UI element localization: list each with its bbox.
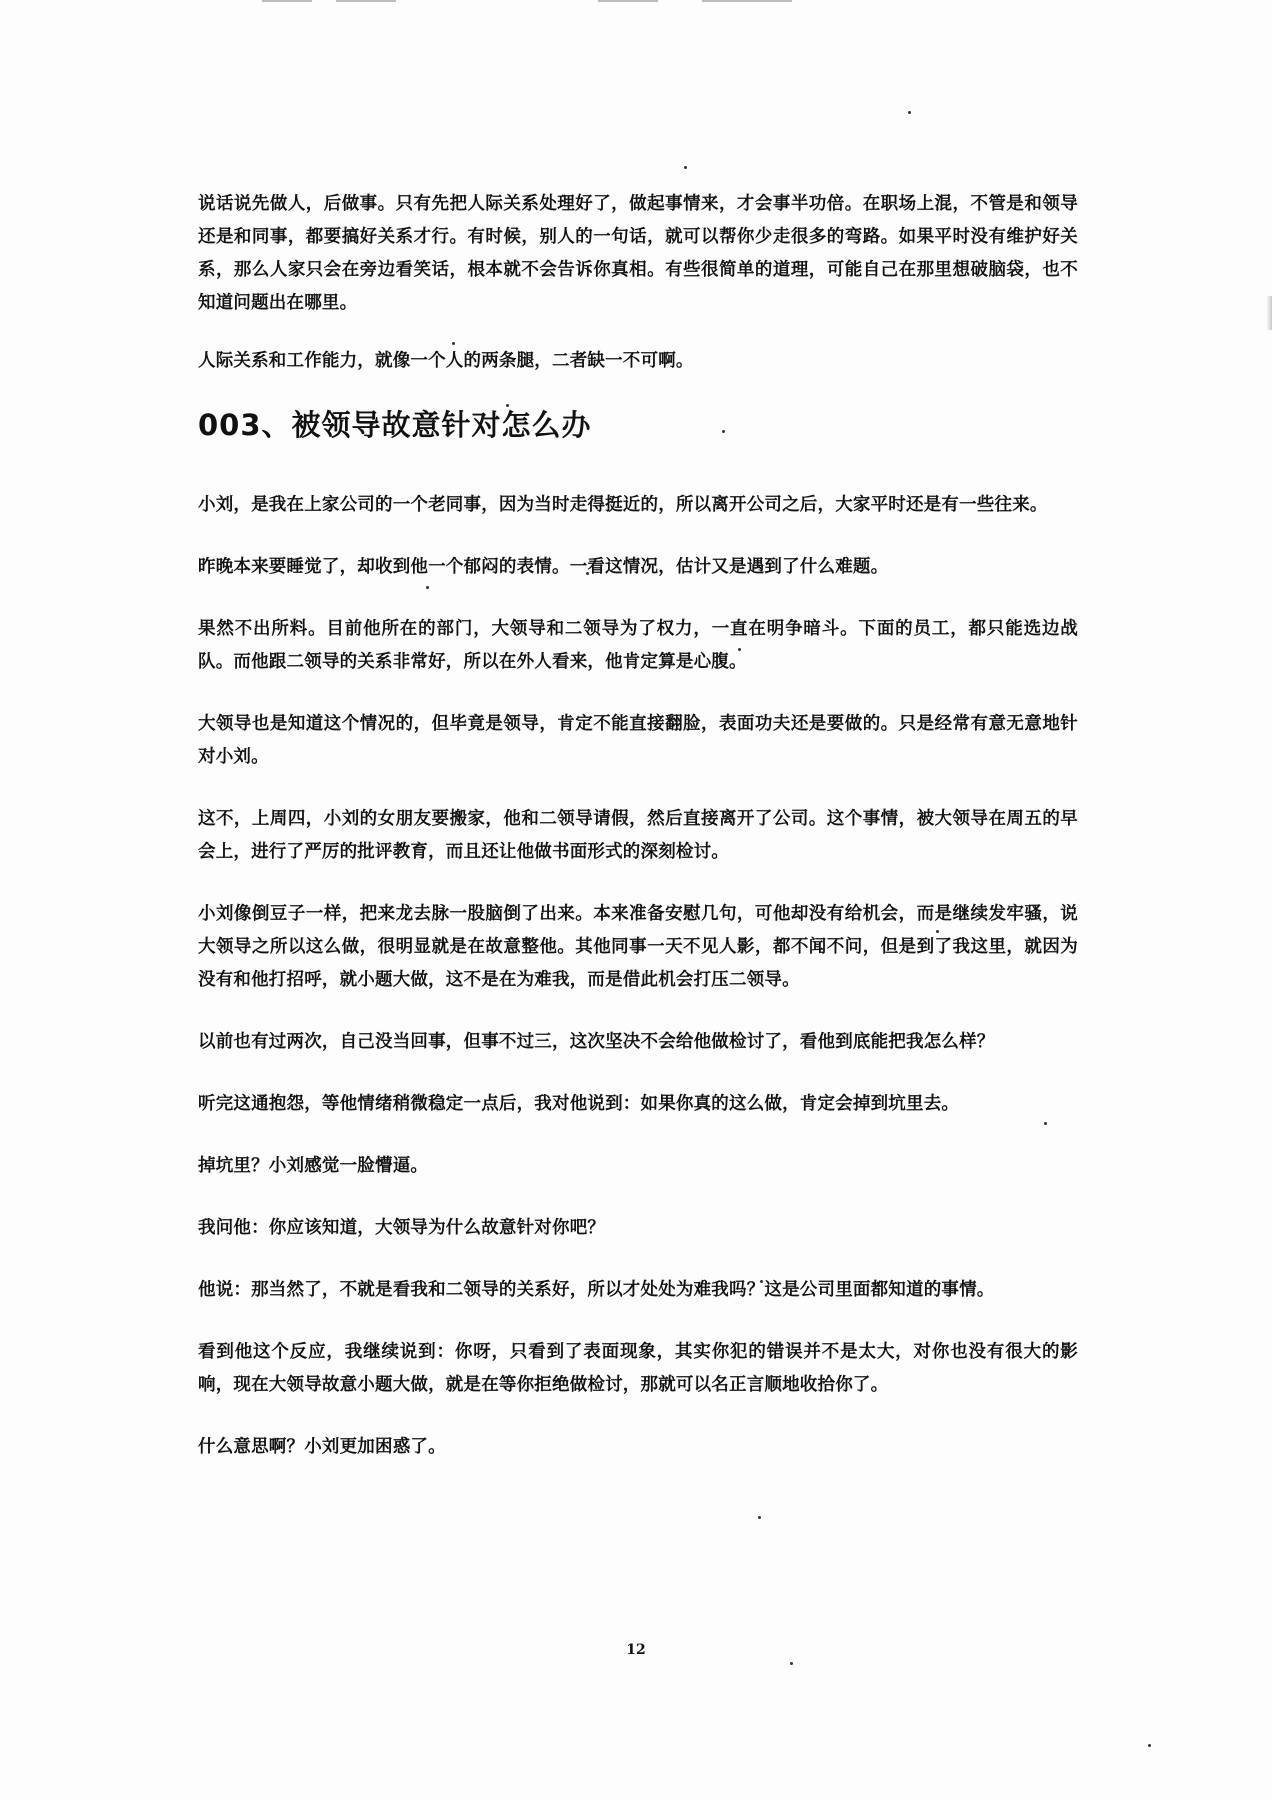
scan-artifact xyxy=(702,0,792,2)
paragraph: 掉坑里？小刘感觉一脸懵逼。 xyxy=(198,1156,429,1176)
page-number: 12 xyxy=(626,1642,646,1658)
scan-artifact xyxy=(336,0,396,2)
paragraph: 听完这通抱怨，等他情绪稍微稳定一点后，我对他说到：如果你真的这么做，肯定会掉到坑里去。 xyxy=(198,1094,960,1114)
paragraph: 昨晚本来要睡觉了，却收到他一个郁闷的表情。一看这情况，估计又是遇到了什么难题。 xyxy=(198,557,889,577)
scan-speck xyxy=(684,166,687,169)
paragraph: 我问他：你应该知道，大领导为什么故意针对你吧？ xyxy=(198,1218,606,1238)
paragraph: 小刘，是我在上家公司的一个老同事，因为当时走得挺近的，所以离开公司之后，大家平时还是有一些往来。 xyxy=(198,495,1048,515)
paragraph: 果然不出所料。目前他所在的部门，大领导和二领导为了权力，一直在明争暗斗。下面的员工，都只能选边战队。而他跟二领导的关系非常好，所以在外人看来，他肯定算是心腹。 xyxy=(198,619,1078,672)
scan-speck xyxy=(790,1662,793,1665)
paragraph: 大领导也是知道这个情况的，但毕竟是领导，肯定不能直接翻脸，表面功夫还是要做的。只是经常有意无意地针对小刘。 xyxy=(198,714,1078,767)
scan-speck xyxy=(1148,1744,1151,1747)
paragraph: 这不，上周四，小刘的女朋友要搬家，他和二领导请假，然后直接离开了公司。这个事情，被大领导在周五的早会上，进行了严厉的批评教育，而且还让他做书面形式的深刻检讨。 xyxy=(198,809,1078,862)
scan-speck xyxy=(758,1516,761,1519)
paragraph: 看到他这个反应，我继续说到：你呀，只看到了表面现象，其实你犯的错误并不是太大，对你也没有很大的影响，现在大领导故意小题大做，就是在等你拒绝做检讨，那就可以名正言顺地收拾你了。 xyxy=(198,1342,1078,1395)
paragraph: 小刘像倒豆子一样，把来龙去脉一股脑倒了出来。本来准备安慰几句，可他却没有给机会，而是继续发牢骚，说大领导之所以这么做，很明显就是在故意整他。其他同事一天不见人影，都不闻不问，但是到了我这里，就因为没有和他打招呼，就小题大做，这不是在为难我，而是借此机会打压二领导。 xyxy=(198,904,1078,990)
scan-speck xyxy=(908,111,911,114)
scan-artifact xyxy=(262,0,312,2)
paragraph: 人际关系和工作能力，就像一个人的两条腿，二者缺一不可啊。 xyxy=(198,351,694,371)
paragraph: 他说：那当然了，不就是看我和二领导的关系好，所以才处处为难我吗？这是公司里面都知道的事情。 xyxy=(198,1280,995,1300)
scan-artifact xyxy=(1266,296,1272,330)
scan-artifact xyxy=(598,0,658,2)
paragraph: 什么意思啊？小刘更加困惑了。 xyxy=(198,1437,446,1457)
paragraph: 说话说先做人，后做事。只有先把人际关系处理好了，做起事情来，才会事半功倍。在职场上混，不管是和领导还是和同事，都要搞好关系才行。有时候，别人的一句话，就可以帮你少走很多的弯路。如果平时没有维护好关系，那么人家只会在旁边看笑话，根本就不会告诉你真相。有些很简单的道理，可能自己在那里想破脑袋，也不知道问题出在哪里。 xyxy=(198,194,1078,313)
section-heading: 003、被领导故意针对怎么办 xyxy=(198,408,592,442)
paragraph: 以前也有过两次，自己没当回事，但事不过三，这次坚决不会给他做检讨了，看他到底能把我怎么样？ xyxy=(198,1032,995,1052)
document-body xyxy=(198,188,1078,1464)
